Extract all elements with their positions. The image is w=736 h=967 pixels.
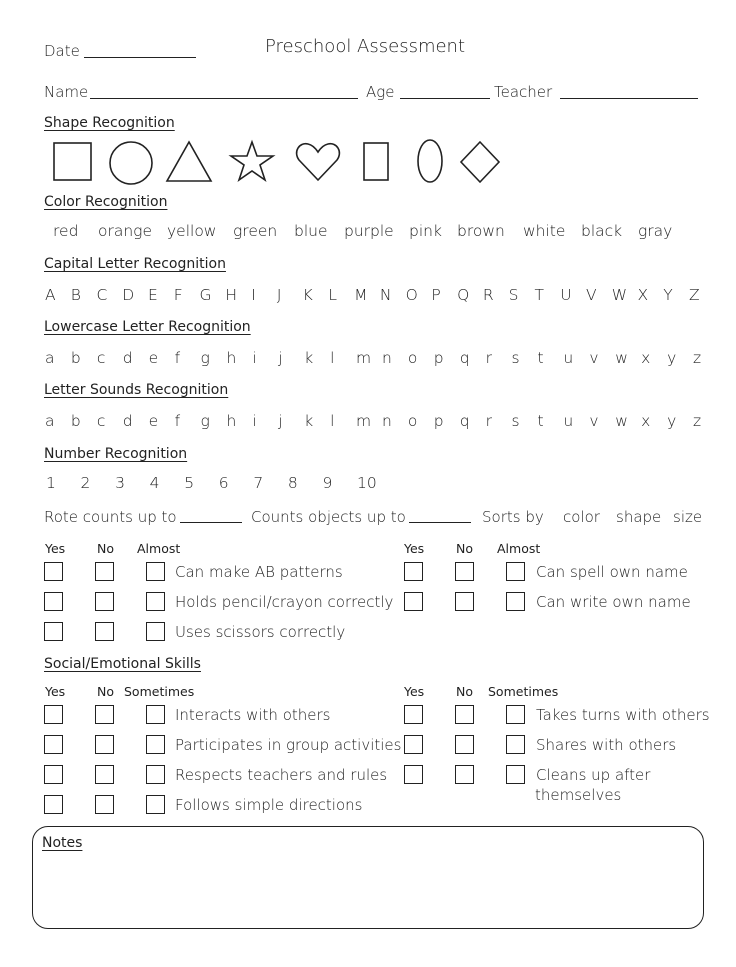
letter-item: p xyxy=(433,349,444,367)
shape-section-header: Shape Recognition xyxy=(44,115,175,131)
letter-item: O xyxy=(405,286,418,304)
letter-item: s xyxy=(511,349,520,367)
social-checkbox[interactable] xyxy=(44,735,63,754)
letter-item: S xyxy=(508,286,519,304)
letter-item: s xyxy=(511,412,520,430)
letter-item: h xyxy=(226,349,237,367)
date-field[interactable] xyxy=(84,57,196,58)
letter-item: h xyxy=(226,412,237,430)
count-objects-label: Counts objects up to xyxy=(251,508,406,526)
name-label: Name xyxy=(44,83,89,101)
color-item: yellow xyxy=(167,222,217,240)
letter-item: 8 xyxy=(287,474,298,492)
letter-item: f xyxy=(174,412,181,430)
letter-item: d xyxy=(122,412,133,430)
social-checkbox[interactable] xyxy=(146,735,165,754)
letter-item: Z xyxy=(689,286,700,304)
letter-item: p xyxy=(433,412,444,430)
oval-icon xyxy=(418,140,442,182)
letter-item: i xyxy=(252,412,257,430)
age-field[interactable] xyxy=(400,98,490,99)
social-checkbox[interactable] xyxy=(455,735,474,754)
skill-checkbox[interactable] xyxy=(95,592,114,611)
letter-item: w xyxy=(615,349,628,367)
letter-item: G xyxy=(199,286,212,304)
skill-checkbox[interactable] xyxy=(146,562,165,581)
col-almost-label: Almost xyxy=(497,541,541,556)
diamond-icon xyxy=(461,142,499,182)
col-sometimes-label: Sometimes xyxy=(124,684,195,699)
teacher-label: Teacher xyxy=(494,83,553,101)
social-checkbox[interactable] xyxy=(44,765,63,784)
letter-item: 5 xyxy=(184,474,195,492)
social-label: Interacts with others xyxy=(175,706,331,724)
skill-label: Uses scissors correctly xyxy=(175,623,346,641)
letter-item: A xyxy=(45,286,56,304)
social-checkbox[interactable] xyxy=(455,765,474,784)
skill-checkbox[interactable] xyxy=(146,592,165,611)
rectangle-icon xyxy=(364,143,388,180)
letter-item: R xyxy=(482,286,494,304)
social-checkbox[interactable] xyxy=(506,705,525,724)
social-label: Respects teachers and rules xyxy=(175,766,388,784)
letter-item: 2 xyxy=(80,474,91,492)
skill-label: Can spell own name xyxy=(536,563,688,581)
color-item: white xyxy=(523,222,566,240)
notes-box[interactable] xyxy=(32,826,704,929)
letter-item: j xyxy=(278,349,283,367)
shapes-row xyxy=(44,136,514,188)
col-yes-label: Yes xyxy=(404,684,425,699)
letter-item: F xyxy=(173,286,183,304)
letter-item: x xyxy=(641,412,651,430)
letter-item: a xyxy=(45,412,55,430)
letter-item: n xyxy=(381,412,392,430)
skill-checkbox[interactable] xyxy=(455,592,474,611)
sort-option: shape xyxy=(616,508,662,526)
teacher-field[interactable] xyxy=(560,98,698,99)
letter-item: b xyxy=(70,412,81,430)
social-label: Participates in group activities xyxy=(175,736,402,754)
skill-checkbox[interactable] xyxy=(404,562,423,581)
letter-item: N xyxy=(379,286,392,304)
letter-item: i xyxy=(252,349,257,367)
skill-checkbox[interactable] xyxy=(455,562,474,581)
letter-item: y xyxy=(667,349,677,367)
letter-item: 7 xyxy=(253,474,264,492)
col-no-label: No xyxy=(97,541,114,556)
social-checkbox[interactable] xyxy=(95,705,114,724)
letter-item: T xyxy=(534,286,544,304)
social-checkbox[interactable] xyxy=(95,735,114,754)
letter-item: 3 xyxy=(115,474,125,492)
letter-item: C xyxy=(96,286,108,304)
heart-icon xyxy=(297,144,340,180)
social-checkbox[interactable] xyxy=(404,705,423,724)
skill-label: Can make AB patterns xyxy=(175,563,343,581)
letter-item: D xyxy=(122,286,135,304)
social-section-header: Social/Emotional Skills xyxy=(44,656,201,672)
color-item: orange xyxy=(98,222,153,240)
letter-item: a xyxy=(45,349,55,367)
color-item: gray xyxy=(638,222,673,240)
rote-count-label: Rote counts up to xyxy=(44,508,177,526)
skill-checkbox[interactable] xyxy=(506,562,525,581)
col-yes-label: Yes xyxy=(404,541,425,556)
color-item: purple xyxy=(344,222,394,240)
social-label: themselves xyxy=(535,786,622,804)
letter-item: 6 xyxy=(218,474,229,492)
letter-item: z xyxy=(693,349,702,367)
letter-item: q xyxy=(459,412,470,430)
letter-item: b xyxy=(70,349,81,367)
skill-label: Holds pencil/crayon correctly xyxy=(175,593,394,611)
social-checkbox[interactable] xyxy=(455,705,474,724)
letter-item: r xyxy=(485,349,492,367)
letter-item: w xyxy=(615,412,628,430)
col-yes-label: Yes xyxy=(45,684,66,699)
col-yes-label: Yes xyxy=(45,541,66,556)
social-checkbox[interactable] xyxy=(506,735,525,754)
social-label: Follows simple directions xyxy=(175,796,363,814)
skill-checkbox[interactable] xyxy=(44,562,63,581)
social-checkbox[interactable] xyxy=(44,705,63,724)
letter-item: 1 xyxy=(46,474,56,492)
triangle-icon xyxy=(167,142,211,181)
rote-count-field[interactable] xyxy=(180,522,242,523)
letter-item: t xyxy=(537,412,544,430)
letter-item: f xyxy=(174,349,181,367)
letter-item: P xyxy=(431,286,441,304)
letter-item: z xyxy=(693,412,702,430)
social-checkbox[interactable] xyxy=(404,765,423,784)
color-item: green xyxy=(233,222,278,240)
skill-checkbox[interactable] xyxy=(44,622,63,641)
age-label: Age xyxy=(366,83,395,101)
letter-item: e xyxy=(148,412,159,430)
letter-item: L xyxy=(328,286,337,304)
color-item: black xyxy=(581,222,623,240)
letter-item: Y xyxy=(663,286,673,304)
letter-item: e xyxy=(148,349,159,367)
letter-item: 9 xyxy=(322,474,333,492)
social-checkbox[interactable] xyxy=(95,765,114,784)
letter-item: u xyxy=(563,349,574,367)
letter-item: U xyxy=(560,286,572,304)
star-icon xyxy=(231,142,273,180)
social-checkbox[interactable] xyxy=(146,795,165,814)
letter-item: g xyxy=(200,412,210,430)
letter-item: Q xyxy=(457,286,470,304)
social-checkbox[interactable] xyxy=(44,795,63,814)
number-section-header: Number Recognition xyxy=(44,446,188,462)
color-item: red xyxy=(53,222,79,240)
notes-header: Notes xyxy=(42,835,83,851)
letter-item: q xyxy=(459,349,470,367)
square-icon xyxy=(54,143,91,180)
social-checkbox[interactable] xyxy=(146,705,165,724)
col-no-label: No xyxy=(456,541,473,556)
letter-item: o xyxy=(407,412,418,430)
letter-item: c xyxy=(96,349,106,367)
social-checkbox[interactable] xyxy=(404,735,423,754)
letter-item: B xyxy=(70,286,81,304)
letter-item: 10 xyxy=(357,474,377,492)
letter-item: K xyxy=(302,286,313,304)
social-label: Shares with others xyxy=(536,736,677,754)
capital-section-header: Capital Letter Recognition xyxy=(44,256,226,272)
sort-option: size xyxy=(673,508,703,526)
letter-item: u xyxy=(563,412,574,430)
skill-checkbox[interactable] xyxy=(95,562,114,581)
social-label: Takes turns with others xyxy=(536,706,710,724)
letter-item: W xyxy=(611,286,628,304)
skill-checkbox[interactable] xyxy=(95,622,114,641)
skill-checkbox[interactable] xyxy=(146,622,165,641)
sort-option: color xyxy=(563,508,600,526)
col-sometimes-label: Sometimes xyxy=(488,684,559,699)
letter-item: M xyxy=(354,286,368,304)
skill-label: Can write own name xyxy=(536,593,691,611)
col-almost-label: Almost xyxy=(137,541,181,556)
color-item: pink xyxy=(409,222,442,240)
col-no-label: No xyxy=(456,684,473,699)
skill-checkbox[interactable] xyxy=(44,592,63,611)
letter-item: v xyxy=(589,412,599,430)
social-checkbox[interactable] xyxy=(95,795,114,814)
letter-item: o xyxy=(407,349,418,367)
sorts-by-label: Sorts by xyxy=(482,508,544,526)
letter-item: l xyxy=(330,412,335,430)
letter-item: 4 xyxy=(149,474,160,492)
social-checkbox[interactable] xyxy=(146,765,165,784)
letter-item: m xyxy=(356,412,372,430)
letter-item: k xyxy=(304,349,314,367)
sounds-section-header: Letter Sounds Recognition xyxy=(44,382,229,398)
count-objects-field[interactable] xyxy=(409,522,471,523)
skill-checkbox[interactable] xyxy=(404,592,423,611)
letter-item: J xyxy=(276,286,282,304)
skill-checkbox[interactable] xyxy=(506,592,525,611)
date-label: Date xyxy=(44,42,80,60)
color-section-header: Color Recognition xyxy=(44,194,168,210)
lowercase-section-header: Lowercase Letter Recognition xyxy=(44,319,251,335)
letter-item: y xyxy=(667,412,677,430)
letter-item: c xyxy=(96,412,106,430)
col-no-label: No xyxy=(97,684,114,699)
letter-item: V xyxy=(585,286,597,304)
letter-item: E xyxy=(148,286,158,304)
color-item: blue xyxy=(294,222,328,240)
letter-item: x xyxy=(641,349,651,367)
color-item: brown xyxy=(457,222,505,240)
letter-item: I xyxy=(251,286,256,304)
social-checkbox[interactable] xyxy=(506,765,525,784)
letter-item: g xyxy=(200,349,210,367)
letter-item: X xyxy=(637,286,649,304)
name-field[interactable] xyxy=(90,98,358,99)
letter-item: t xyxy=(537,349,544,367)
letter-item: n xyxy=(381,349,392,367)
social-label: Cleans up after xyxy=(536,766,651,784)
letter-item: d xyxy=(122,349,133,367)
circle-icon xyxy=(110,142,152,184)
letter-item: v xyxy=(589,349,599,367)
letter-item: m xyxy=(356,349,372,367)
page-title: Preschool Assessment xyxy=(265,36,466,57)
letter-item: k xyxy=(304,412,314,430)
letter-item: H xyxy=(225,286,237,304)
letter-item: l xyxy=(330,349,335,367)
letter-item: j xyxy=(278,412,283,430)
letter-item: r xyxy=(485,412,492,430)
